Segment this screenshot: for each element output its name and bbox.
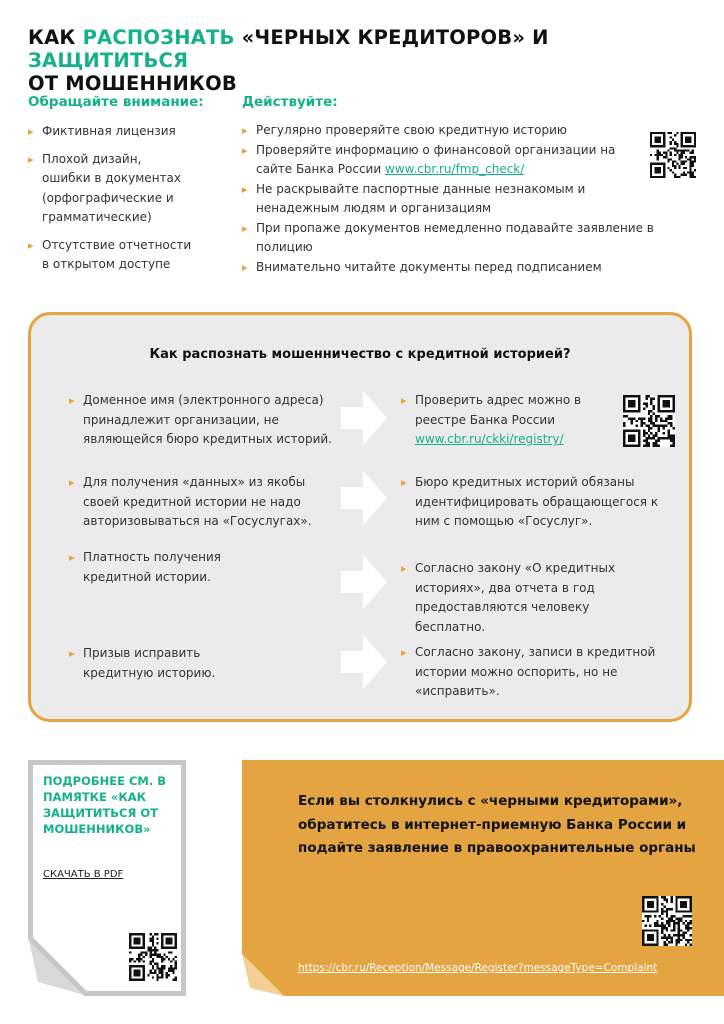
page-title bbox=[28, 26, 708, 95]
fmp-check-link[interactable]: www.cbr.ru/fmp_check/ bbox=[384, 162, 525, 176]
page-corner-fold-icon bbox=[242, 954, 284, 996]
panel-sign: ▸ Для получения «данных» из якобы своей кредитной истории не надо авторизовываться на «Госуслугах». bbox=[69, 473, 339, 532]
title-part-1: КАК bbox=[28, 26, 83, 49]
panel-row-right bbox=[401, 559, 661, 637]
qr-code-icon bbox=[642, 896, 692, 946]
panel-row-left bbox=[69, 391, 349, 450]
attention-heading: Обращайте внимание: bbox=[28, 94, 204, 110]
qr-code-icon bbox=[129, 933, 177, 981]
page-corner-fold-icon bbox=[28, 936, 88, 996]
title-accent-recognize: РАСПОЗНАТЬ bbox=[82, 26, 235, 49]
qr-code-icon bbox=[650, 132, 696, 178]
act-item: ▸ Не раскрывайте паспортные данные незнакомым и ненадежным людям и организациям bbox=[242, 180, 616, 219]
arrow-right-icon bbox=[341, 471, 387, 525]
credit-fraud-panel bbox=[28, 312, 692, 722]
memo-heading: ПОДРОБНЕЕ СМ. В ПАМЯТКЕ «КАК ЗАЩИТИТЬСЯ ОТ МОШЕННИКОВ» bbox=[43, 774, 166, 836]
panel-title: Как распознать мошенничество с кредитной историей? bbox=[149, 347, 571, 362]
act-item bbox=[242, 141, 628, 180]
act-item: ▸ Внимательно читайте документы перед подписанием bbox=[242, 258, 654, 278]
attention-item: ▸ Фиктивная лицензия bbox=[28, 122, 204, 142]
panel-advice: ▸ Согласно закону, записи в кредитной истории можно оспорить, но не «исправить». bbox=[401, 643, 661, 702]
title-part-3: «ЧЕРНЫХ КРЕДИТОРОВ» И bbox=[234, 26, 549, 49]
attention-item: ▸ Отсутствие отчетности в открытом доступе bbox=[28, 236, 202, 275]
attention-list bbox=[28, 122, 204, 275]
panel-advice: ▸ Согласно закону «О кредитных историях», два отчета в год предоставляются человеку бесплатно. bbox=[401, 559, 661, 637]
panel-row-left bbox=[69, 548, 259, 587]
panel-row-right bbox=[401, 391, 611, 450]
title-part-5: ОТ МОШЕННИКОВ bbox=[28, 72, 237, 95]
act-list bbox=[242, 121, 654, 277]
panel-sign: ▸ Доменное имя (электронного адреса) принадлежит организации, не являющейся бюро кредитных историй. bbox=[69, 391, 349, 450]
call-to-action-block bbox=[242, 760, 724, 996]
panel-advice bbox=[401, 391, 611, 450]
arrow-right-icon bbox=[341, 635, 387, 689]
ckki-registry-link[interactable]: www.cbr.ru/ckki/registry/ bbox=[415, 432, 564, 446]
attention-item: ▸ Плохой дизайн, ошибки в документах (орфографические и грамматические) bbox=[28, 150, 192, 228]
panel-row-left bbox=[69, 473, 339, 532]
panel-sign: ▸ Призыв исправить кредитную историю. bbox=[69, 644, 249, 683]
panel-row-left bbox=[69, 644, 249, 683]
title-accent-protect: ЗАЩИТИТЬСЯ bbox=[28, 49, 189, 72]
panel-row-right bbox=[401, 643, 661, 702]
panel-sign: ▸ Платность получения кредитной истории. bbox=[69, 548, 259, 587]
panel-advice: ▸ Бюро кредитных историй обязаны идентифицировать обращающегося к ним с помощью «Госуслуг». bbox=[401, 473, 661, 532]
arrow-right-icon bbox=[341, 391, 387, 445]
panel-advice-text: Проверить адрес можно в реестре Банка России bbox=[415, 393, 582, 427]
cta-text: Если вы столкнулись с «черными кредиторами», обратитесь в интернет-приемную Банка России и подайте заявление в правоохранительные органы bbox=[298, 793, 696, 856]
arrow-right-icon bbox=[341, 555, 387, 609]
memo-card bbox=[28, 760, 186, 996]
panel-row-right bbox=[401, 473, 661, 532]
complaint-link[interactable]: https://cbr.ru/Reception/Message/Register?messageType=Complaint bbox=[298, 962, 658, 974]
act-item-text: Проверяйте информацию о финансовой организации на сайте Банка России bbox=[256, 142, 616, 176]
act-item: ▸ При пропаже документов немедленно подавайте заявление в полицию bbox=[242, 219, 668, 258]
download-pdf-link[interactable]: СКАЧАТЬ В PDF bbox=[43, 869, 124, 880]
act-heading: Действуйте: bbox=[242, 94, 338, 110]
act-item: ▸ Регулярно проверяйте свою кредитную историю bbox=[242, 121, 654, 141]
qr-code-icon bbox=[623, 395, 675, 447]
